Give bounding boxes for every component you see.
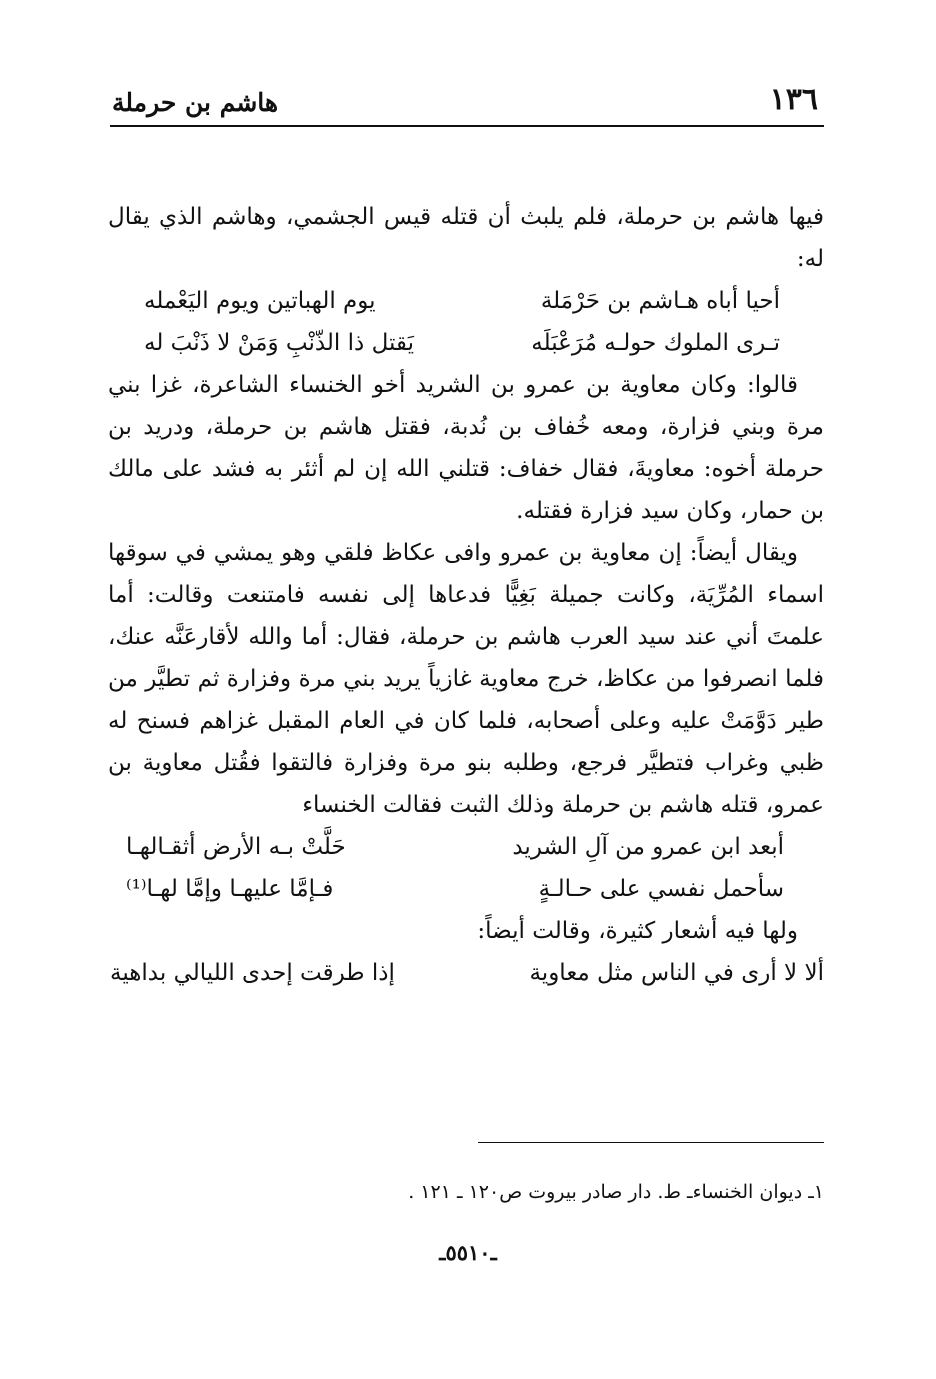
poem-3-verse-1 <box>108 952 824 994</box>
hemistich-first: تـرى الملوك حولـه مُرَعْبَلَه <box>531 330 780 356</box>
hemistich-first: سأحمل نفسي على حـالـةٍ <box>538 876 784 902</box>
footnote-rule <box>478 1142 824 1143</box>
hemistich-first: أبعد ابن عمرو من آلِ الشريد <box>512 834 784 860</box>
running-title: هاشم بن حرملة <box>112 88 279 117</box>
poem-1-verse-2 <box>108 322 824 364</box>
poem-2-verse-1 <box>108 826 824 868</box>
hemistich-second: يَقتل ذا الذّنْبِ وَمَنْ لا ذَنْبَ له <box>144 330 414 356</box>
page-number-header: ١٣٦ <box>769 82 818 117</box>
page-footer-number: ـ٥٥١٠ـ <box>439 1240 497 1265</box>
hemistich-second: حَلَّتْ بـه الأرض أثقـالهـا <box>126 834 346 860</box>
paragraph-2: قالوا: وكان معاوية بن عمرو بن الشريد أخو الخنساء الشاعرة، غزا بني مرة وبني فزارة، ومعه خُفاف بن نُدبة، فقتل هاشم بن حرملة، ودريد بن حرملة أخوه: معاويةَ، فقال خفاف: قتلني الله إن لم أثئر به فشد على مالك بن حمار، وكان سيد فزارة فقتله. <box>108 372 824 524</box>
paragraph-1: فيها هاشم بن حرملة، فلم يلبث أن قتله قيس الجشمي، وهاشم الذي يقال له: <box>108 204 824 272</box>
poem-1-verse-1 <box>108 280 824 322</box>
paragraph-3: ويقال أيضاً: إن معاوية بن عمرو وافى عكاظ فلقي وهو يمشي في سوقها اسماء المُرِّيَة، وكانت جميلة بَغِيًّا فدعاها إلى نفسه فامتنعت وقالت: أما علمتَ أني عند سيد العرب هاشم بن حرملة، فقال: أما والله لأقارعَنَّه عنك، فلما انصرفوا من عكاظ، خرج معاوية غازياً يريد بني مرة وفزارة ثم تطيَّر من طير دَوَّمَتْ عليه وعلى أصحابه، فلما كان في العام المقبل غزاهم فسنح له ظبي وغراب فتطيَّر فرجع، وطلبه بنو مرة وفزارة فالتقوا فقُتل معاوية بن عمرو، قتله هاشم بن حرملة وذلك الثبت فقالت الخنساء <box>108 540 824 818</box>
poem-2-verse-2 <box>108 868 824 910</box>
hemistich-first: أحيا أباه هـاشم بن حَرْمَلة <box>540 288 780 314</box>
hemistich-second: فـإمَّا عليهـا وإمَّا لهـا⁽¹⁾ <box>126 876 334 902</box>
hemistich-second: إذا طرقت إحدى الليالي بداهية <box>110 960 395 986</box>
hemistich-first: ألا لا أرى في الناس مثل معاوية <box>529 960 824 986</box>
footnote: ١ـ ديوان الخنساءـ ط. دار صادر بيروت ص١٢٠ ـ ١٢١ . <box>408 1181 824 1203</box>
hemistich-second: يوم الهباتين ويوم اليَعْمله <box>144 288 376 314</box>
body-text <box>108 196 824 994</box>
header-rule <box>110 125 824 127</box>
paragraph-4: ولها فيه أشعار كثيرة، وقالت أيضاً: <box>477 918 798 944</box>
